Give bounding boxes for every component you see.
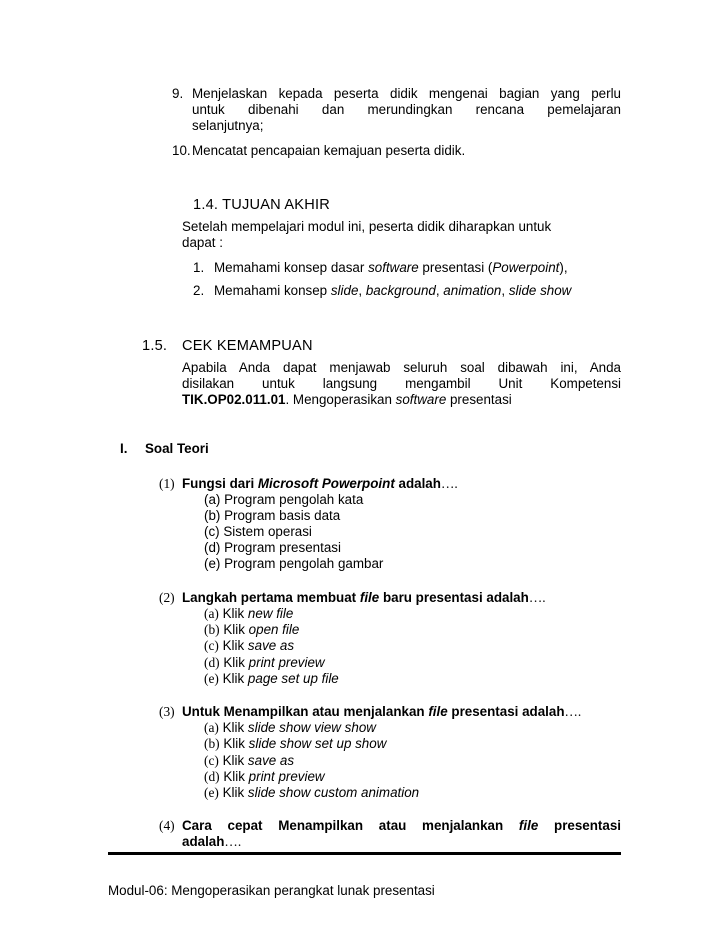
section-1-5-number: 1.5.: [142, 338, 168, 354]
goal-number-1: 1.: [193, 260, 205, 275]
section-1-5-line-1: Apabila Anda dapat menjawab seluruh soal dibawah ini, Anda: [182, 360, 621, 375]
item-9-line-1: Menjelaskan kepada peserta didik mengenai bagian yang perlu: [192, 86, 621, 101]
question-2-number: (2): [159, 590, 175, 605]
goal-1-text: Memahami konsep dasar software presentasi (Powerpoint),: [214, 260, 568, 275]
question-2-option-e: (e) Klik page set up file: [204, 671, 339, 686]
footer-text: Modul-06: Mengoperasikan perangkat lunak presentasi: [108, 883, 435, 898]
question-3-option-e: (e) Klik slide show custom animation: [204, 785, 420, 800]
section-1-4-intro-line-2: dapat :: [182, 235, 223, 250]
question-3-option-c: (c) Klik save as: [204, 753, 295, 768]
section-1-5-line-3: TIK.OP02.011.01. Mengoperasikan software presentasi: [182, 392, 512, 407]
question-4-number: (4): [159, 818, 175, 833]
section-1-5-title: CEK KEMAMPUAN: [182, 338, 313, 354]
question-1-text: Fungsi dari Microsoft Powerpoint adalah….: [182, 476, 458, 491]
section-1-4-intro-line-1: Setelah mempelajari modul ini, peserta didik diharapkan untuk: [182, 219, 552, 234]
question-4-text-line-1: Cara cepat Menampilkan atau menjalankan file presentasi: [182, 818, 622, 833]
goal-number-2: 2.: [193, 283, 205, 298]
section-1-5-line-2: disilakan untuk langsung mengambil Unit Kompetensi: [182, 376, 621, 391]
item-10-text: Mencatat pencapaian kemajuan peserta didik.: [192, 143, 466, 158]
goal-2-text: Memahami konsep slide, background, animation, slide show: [214, 283, 572, 298]
question-2-option-a: (a) Klik new file: [204, 606, 294, 621]
section-1-4-title: 1.4. TUJUAN AKHIR: [193, 197, 330, 213]
item-9-line-3: selanjutnya;: [192, 118, 264, 133]
question-4-text-line-2: adalah….: [182, 834, 242, 849]
question-1-option-b: (b) Program basis data: [204, 508, 341, 523]
soal-heading: Soal Teori: [145, 441, 209, 456]
soal-heading-number: I.: [120, 441, 128, 456]
list-number-10: 10.: [172, 143, 191, 158]
footer-rule: [108, 852, 621, 855]
list-number-9: 9.: [172, 86, 184, 101]
question-1-option-a: (a) Program pengolah kata: [204, 492, 364, 507]
item-9-line-2: untuk dibenahi dan merundingkan rencana pemelajaran: [192, 102, 621, 117]
question-3-option-d: (d) Klik print preview: [204, 769, 325, 784]
unit-code: TIK.OP02.011.01: [182, 392, 286, 407]
question-3-option-b: (b) Klik slide show set up show: [204, 736, 387, 751]
question-2-option-c: (c) Klik save as: [204, 638, 295, 653]
question-1-option-d: (d) Program presentasi: [204, 540, 341, 555]
question-3-number: (3): [159, 704, 175, 719]
question-2-text: Langkah pertama membuat file baru presentasi adalah….: [182, 590, 546, 605]
question-1-option-e: (e) Program pengolah gambar: [204, 556, 384, 571]
question-3-option-a: (a) Klik slide show view show: [204, 720, 376, 735]
question-2-option-d: (d) Klik print preview: [204, 655, 325, 670]
question-1-option-c: (c) Sistem operasi: [204, 524, 312, 539]
question-2-option-b: (b) Klik open file: [204, 622, 300, 637]
question-3-text: Untuk Menampilkan atau menjalankan file presentasi adalah….: [182, 704, 582, 719]
question-1-number: (1): [159, 476, 175, 491]
